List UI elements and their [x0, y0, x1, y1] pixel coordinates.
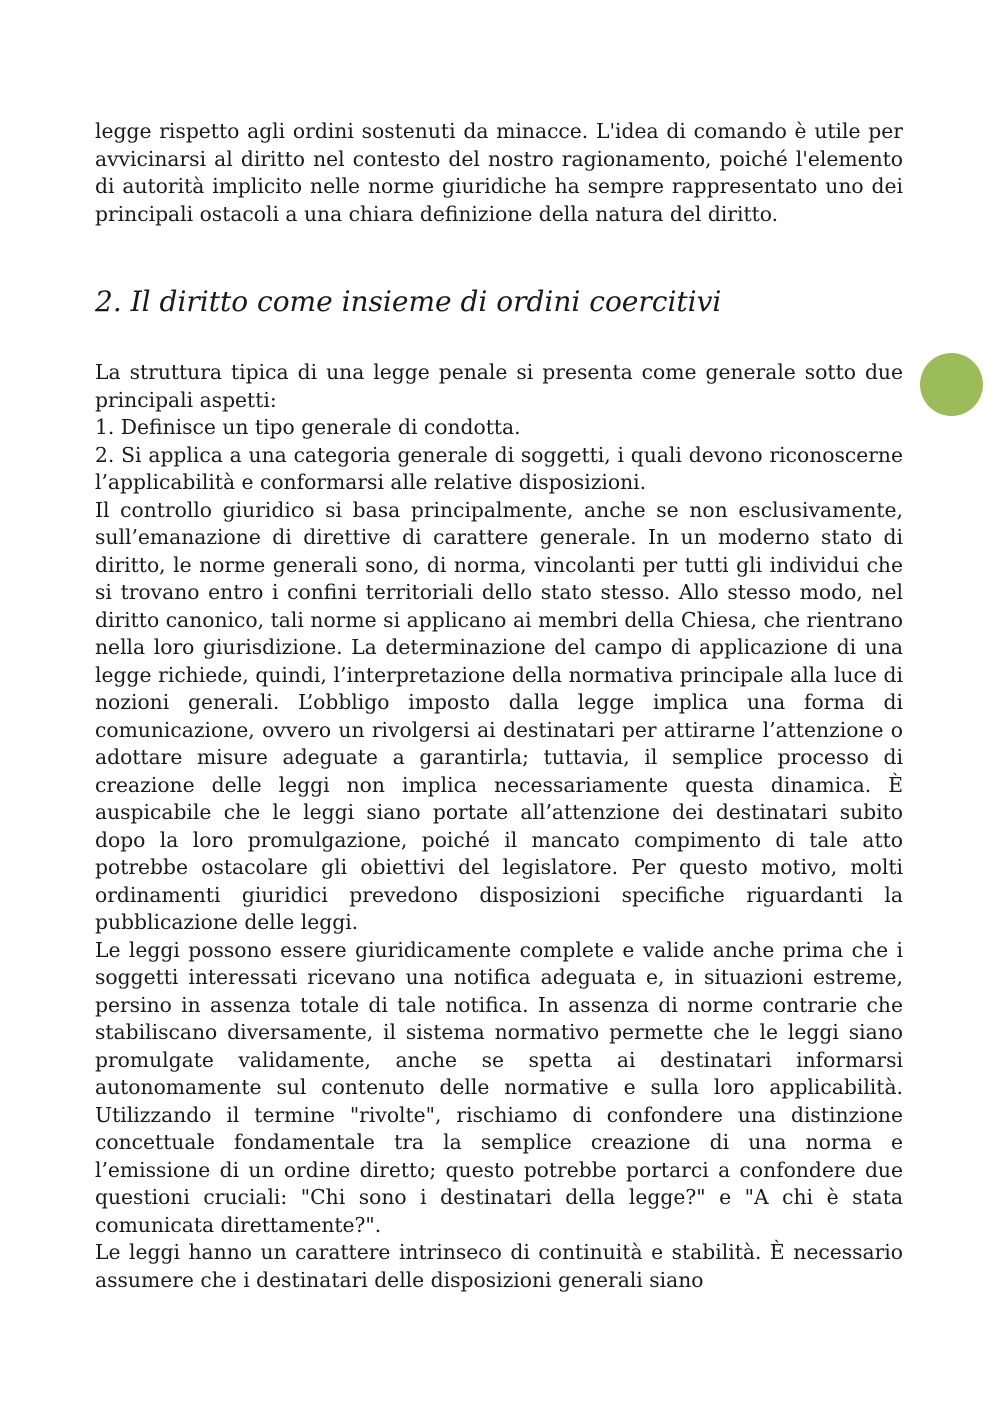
section-body	[95, 359, 903, 1294]
paragraph-legal-control: Il controllo giuridico si basa principalmente, anche se non esclusivamente, sull’emanazione di direttive di carattere generale. In un moderno stato di diritto, le norme generali sono, di norma, vincolanti per tutti gli individui che si trovano entro i confini territoriali dello stato stesso. Allo stesso modo, nel diritto canonico, tali norme si applicano ai membri della Chiesa, che rientrano nella loro giurisdizione. La determinazione del campo di applicazione di una legge richiede, quindi, l’interpretazione della normativa principale alla luce di nozioni generali. L’obbligo imposto dalla legge implica una forma di comunicazione, ovvero un rivolgersi ai destinatari per attirarne l’attenzione o adottare misure adeguate a garantirla; tuttavia, il semplice processo di creazione delle leggi non implica necessariamente questa dinamica. È auspicabile che le leggi siano portate all’attenzione dei destinatari subito dopo la loro promulgazione, poiché il mancato compimento di tale atto potrebbe ostacolare gli obiettivi del legislatore. Per questo motivo, molti ordinamenti giuridici prevedono disposizioni specifiche riguardanti la pubblicazione delle leggi.	[95, 497, 903, 934]
section-heading: 2. Il diritto come insieme di ordini coercitivi	[95, 285, 722, 318]
document-page	[95, 118, 903, 1292]
list-item-2: 2. Si applica a una categoria generale di soggetti, i quali devono riconoscerne l’applicabilità e conformarsi alle relative disposizioni.	[95, 442, 903, 494]
paragraph-laws-validity: Le leggi possono essere giuridicamente complete e valide anche prima che i soggetti interessati ricevano una notifica adeguata e, in situazioni estreme, persino in assenza totale di tale notifica. In assenza di norme contrarie che stabiliscano diversamente, il sistema normativo permette che le leggi siano promulgate validamente, anche se spetta ai destinatari informarsi autonomamente sul contenuto delle normative e sulla loro applicabilità. Utilizzando il termine "rivolte", rischiamo di confondere una distinzione concettuale fondamentale tra la semplice creazione di una norma e l’emissione di un ordine diretto; questo potrebbe portarci a confondere due questioni cruciali: "Chi sono i destinatari della legge?" e "A chi è stata comunicata direttamente?".	[95, 937, 903, 1237]
paragraph-intro-aspects: La struttura tipica di una legge penale si presenta come generale sotto due principali aspetti:	[95, 360, 903, 412]
intro-paragraph: legge rispetto agli ordini sostenuti da minacce. L'idea di comando è utile per avvicinarsi al diritto nel contesto del nostro ragionamento, poiché l'elemento di autorità implicito nelle norme giuridiche ha sempre rappresentato uno dei principali ostacoli a una chiara definizione della natura del diritto.	[95, 119, 903, 226]
paragraph-continuity: Le leggi hanno un carattere intrinseco di continuità e stabilità. È necessario assumere che i destinatari delle disposizioni generali siano	[95, 1240, 903, 1292]
side-decoration-dot	[920, 353, 983, 416]
list-item-1: 1. Definisce un tipo generale di condotta.	[95, 415, 521, 439]
